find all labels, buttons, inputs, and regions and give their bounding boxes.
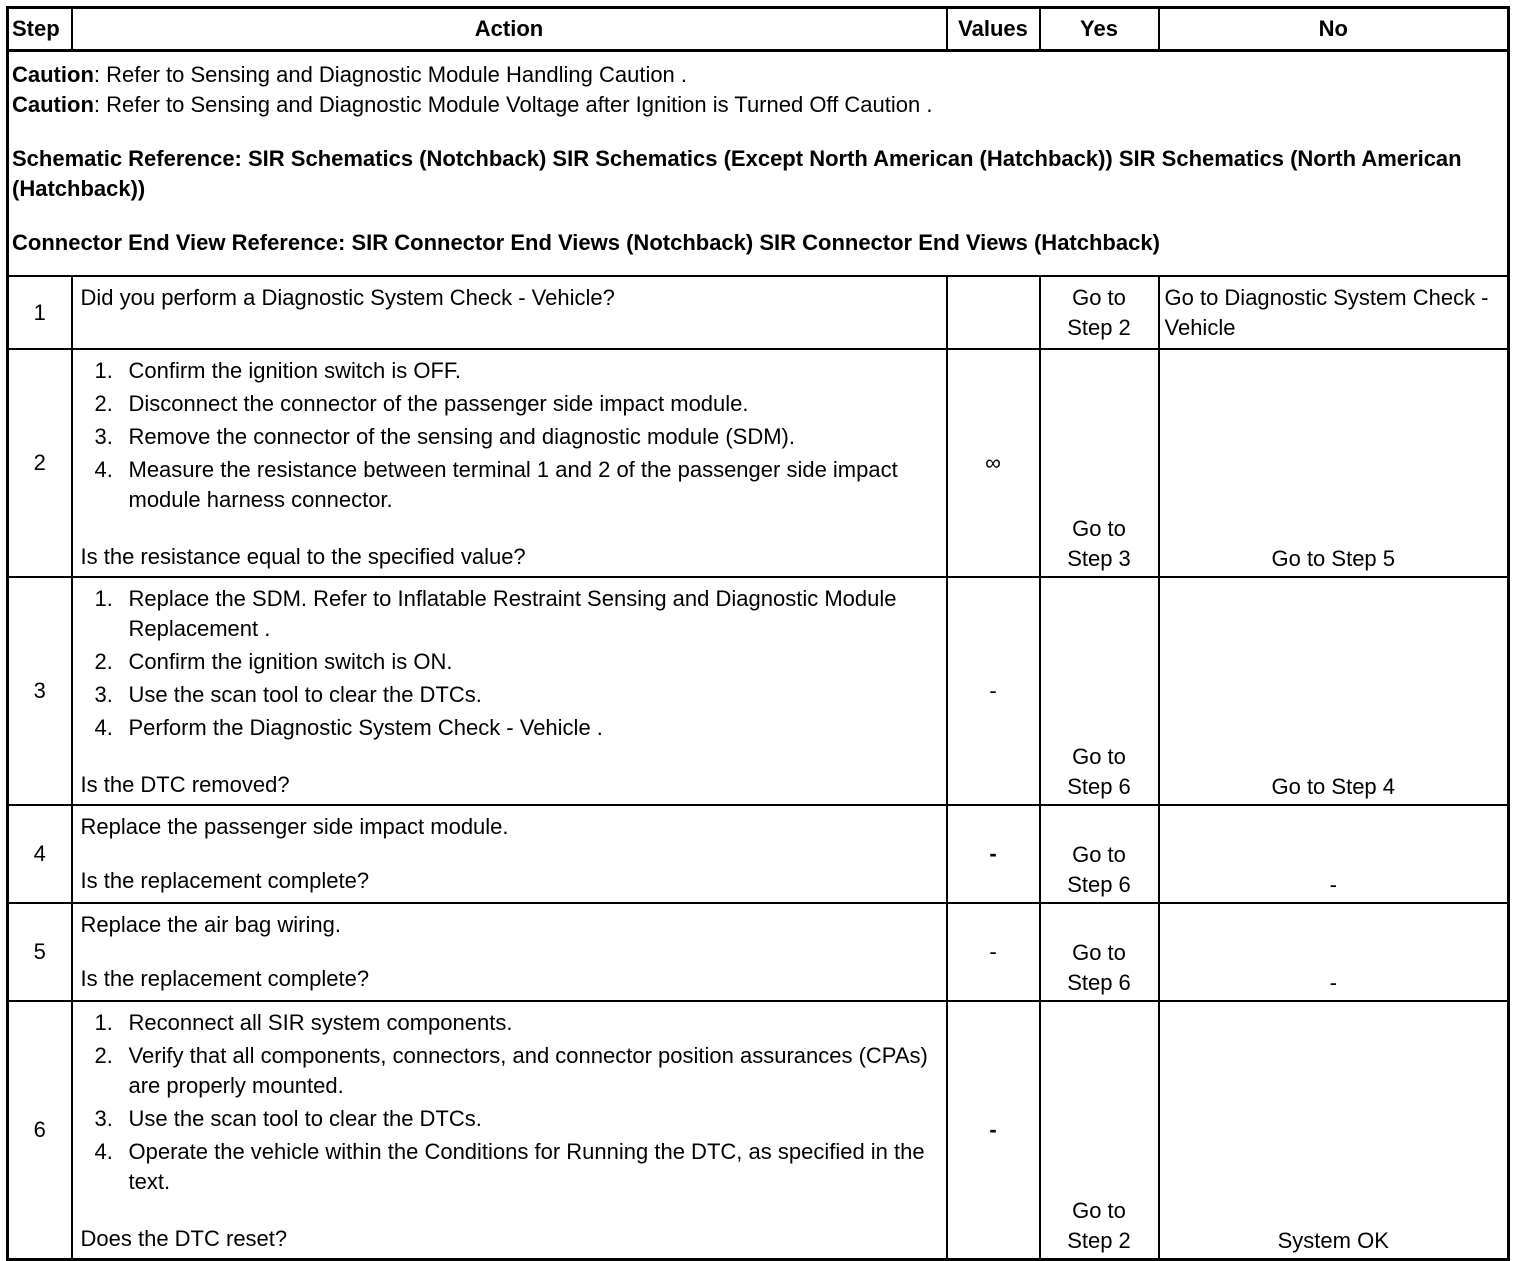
table-row <box>8 903 1509 1001</box>
diagnostic-table <box>6 6 1510 1261</box>
caution-text: : Refer to Sensing and Diagnostic Module Handling Caution . <box>93 62 688 87</box>
schematic-reference: Schematic Reference: SIR Schematics (Notchback) SIR Schematics (Except North American (Hatchback)) SIR Schematics (North American (Hatchback)) <box>12 146 1462 201</box>
step-number: 3 <box>8 577 72 805</box>
action-cell <box>72 1001 947 1260</box>
connector-reference: Connector End View Reference: SIR Connector End Views (Notchback) SIR Connector End Views (Hatchback) <box>12 230 1160 255</box>
list-item: 2. Confirm the ignition switch is ON. <box>94 649 453 674</box>
action-cell <box>72 276 947 349</box>
header-action: Action <box>72 8 947 51</box>
no-cell: Go to Step 5 <box>1159 349 1509 577</box>
yes-cell: Go to Step 2 <box>1040 276 1159 349</box>
list-item: 1. Confirm the ignition switch is OFF. <box>94 358 462 383</box>
header-yes: Yes <box>1040 8 1159 51</box>
table-row <box>8 349 1509 577</box>
list-item: 4. Perform the Diagnostic System Check - Vehicle . <box>94 715 603 740</box>
table-header-row <box>8 8 1509 51</box>
step-question: Is the DTC removed? <box>80 772 290 797</box>
values-cell: - <box>947 577 1040 805</box>
notes-row <box>8 51 1509 277</box>
notes-cell <box>8 51 1509 277</box>
no-cell: - <box>1159 903 1509 1001</box>
list-item: 4. Operate the vehicle within the Conditions for Running the DTC, as specified in the text. <box>94 1139 925 1194</box>
list-item: 3. Use the scan tool to clear the DTCs. <box>94 1106 482 1131</box>
no-cell: - <box>1159 805 1509 903</box>
action-cell <box>72 903 947 1001</box>
table-row <box>8 577 1509 805</box>
no-cell: Go to Step 4 <box>1159 577 1509 805</box>
procedure-list <box>81 1008 940 1197</box>
caution-label: Caution <box>12 62 94 87</box>
caution-note-2 <box>12 90 1504 120</box>
step-number: 4 <box>8 805 72 903</box>
list-item: 4. Measure the resistance between terminal 1 and 2 of the passenger side impact module harness connector. <box>94 457 898 512</box>
caution-label: Caution <box>12 92 94 117</box>
yes-cell: Go to Step 6 <box>1040 903 1159 1001</box>
list-item: 2. Verify that all components, connectors, and connector position assurances (CPAs) are properly mounted. <box>94 1043 928 1098</box>
step-number: 1 <box>8 276 72 349</box>
step-number: 6 <box>8 1001 72 1260</box>
step-question: Is the resistance equal to the specified value? <box>80 544 526 569</box>
yes-cell: Go to Step 3 <box>1040 349 1159 577</box>
no-cell: System OK <box>1159 1001 1509 1260</box>
procedure-list <box>81 356 940 515</box>
caution-text: : Refer to Sensing and Diagnostic Module Voltage after Ignition is Turned Off Caution . <box>93 92 933 117</box>
step-number: 2 <box>8 349 72 577</box>
header-no: No <box>1159 8 1509 51</box>
step-instruction: Replace the passenger side impact module. <box>80 814 509 839</box>
step-question: Is the replacement complete? <box>80 966 370 991</box>
action-cell <box>72 577 947 805</box>
step-instruction: Replace the air bag wiring. <box>80 912 341 937</box>
procedure-list <box>81 584 940 743</box>
step-question: Is the replacement complete? <box>80 868 370 893</box>
header-step: Step <box>8 8 72 51</box>
action-cell <box>72 349 947 577</box>
yes-cell: Go to Step 6 <box>1040 805 1159 903</box>
yes-cell: Go to Step 2 <box>1040 1001 1159 1260</box>
values-cell: - <box>947 903 1040 1001</box>
values-cell <box>947 276 1040 349</box>
caution-note-1 <box>12 60 1504 90</box>
values-cell: ∞ <box>947 349 1040 577</box>
list-item: 3. Use the scan tool to clear the DTCs. <box>94 682 482 707</box>
table-row <box>8 276 1509 349</box>
step-question: Did you perform a Diagnostic System Check - Vehicle? <box>80 285 615 310</box>
list-item: 2. Disconnect the connector of the passenger side impact module. <box>94 391 749 416</box>
header-values: Values <box>947 8 1040 51</box>
list-item: 3. Remove the connector of the sensing and diagnostic module (SDM). <box>94 424 795 449</box>
list-item: 1. Replace the SDM. Refer to Inflatable Restraint Sensing and Diagnostic Module Replacement . <box>94 586 897 641</box>
list-item: 1. Reconnect all SIR system components. <box>94 1010 513 1035</box>
table-row <box>8 805 1509 903</box>
table-row <box>8 1001 1509 1260</box>
yes-cell: Go to Step 6 <box>1040 577 1159 805</box>
action-cell <box>72 805 947 903</box>
step-number: 5 <box>8 903 72 1001</box>
no-cell: Go to Diagnostic System Check - Vehicle <box>1159 276 1509 349</box>
step-question: Does the DTC reset? <box>80 1226 288 1251</box>
values-cell: - <box>947 805 1040 903</box>
values-cell: - <box>947 1001 1040 1260</box>
